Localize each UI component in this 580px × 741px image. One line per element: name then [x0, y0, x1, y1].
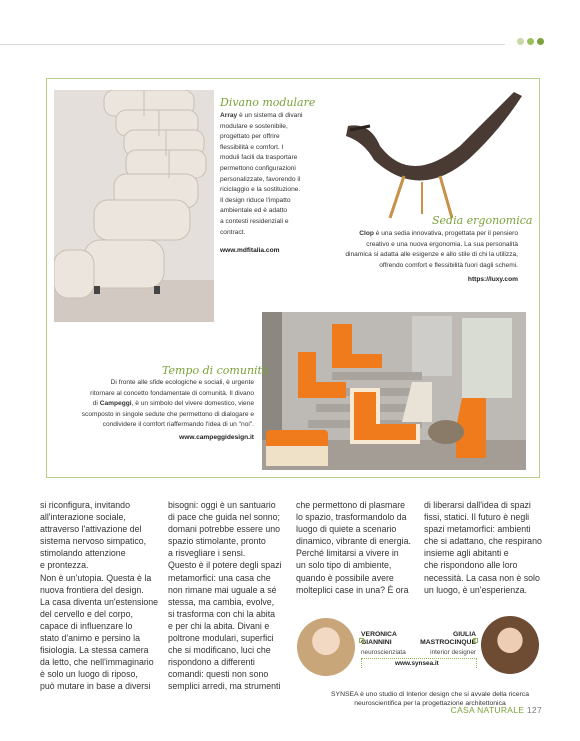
url-mdfitalia[interactable]: www.mdfitalia.com	[220, 247, 280, 254]
body-text-line: può mutare in base a diversi	[40, 681, 151, 692]
body-text-line: molteplici case in una? È ora	[296, 584, 409, 595]
body-text-line: si riconfigura, invitando	[40, 500, 130, 510]
caption-line: permettono configurazioni	[220, 164, 296, 172]
author-name-veronica	[361, 631, 397, 647]
caption-line: contract.	[220, 228, 246, 236]
avatar-veronica	[297, 618, 355, 676]
caption-line: Il design riduce l'impatto	[220, 196, 291, 204]
body-text-line: nuova frontiera del design.	[40, 584, 144, 595]
body-column-3	[296, 499, 421, 596]
body-text-line: Non è un'utopia. Questa è la	[40, 572, 152, 583]
caption-line: riciclaggio e la sostituzione.	[220, 186, 301, 194]
body-text-line: luogo di quiete a scenario	[296, 524, 397, 535]
author-card	[297, 616, 543, 688]
body-text-line: che si adattano, che respirano	[424, 536, 542, 547]
author-first-name: GIULIA	[452, 631, 476, 638]
body-text-line: capace di influenzare lo	[40, 620, 133, 631]
card-divider	[361, 658, 362, 668]
caption-line: , è un simbolo del vivere domestico, viene	[131, 400, 254, 408]
card-divider	[476, 658, 477, 668]
section-name: CASA NATURALE	[450, 705, 525, 715]
brand-array: Array	[220, 112, 238, 119]
body-text-line: poltrone modulari, superfici	[168, 633, 274, 644]
avatar-giulia	[481, 616, 539, 674]
author-role-veronica: neuroscienziata	[361, 649, 406, 656]
caption-line: ritornare al concetto fondamentale di comunità. Il divano	[90, 389, 254, 397]
synsea-desc-line: neuroscientifica per la progettazione architettonica	[354, 700, 506, 707]
caption-line: scomposto in singole sedute che permettono di dialogare e	[81, 410, 254, 418]
body-text-line: spazio stimolante, pronto	[168, 536, 266, 547]
corner-mark	[473, 638, 478, 643]
body-text-line: stato d'animo e persino la	[40, 633, 140, 644]
caption-title-campeggi: Tempo di comunità	[162, 364, 269, 377]
header-dot	[517, 38, 524, 45]
caption-title-clop: Sedia ergonomica	[432, 214, 533, 227]
body-text-line: che rispondono alle loro	[424, 560, 518, 571]
body-text-line: bisogni: oggi è un santuario	[168, 500, 276, 510]
page-folio	[451, 705, 542, 715]
author-last-name: MASTROCINQUE	[420, 639, 476, 646]
body-text-line: metamorfici: una casa che	[168, 572, 271, 583]
body-text-line: del cervello e del corpo,	[40, 608, 133, 619]
caption-line: moduli facili da trasportare	[220, 154, 298, 162]
brand-campeggi: Campeggi	[99, 400, 132, 408]
body-text-line: e per chi la abita. Divani e	[168, 620, 270, 631]
caption-line: modulare e sostenibile,	[220, 122, 288, 130]
body-text-line: fisiologia. La stessa camera	[40, 645, 149, 656]
body-text-line: dinamico, vibrante di energia.	[296, 536, 411, 547]
body-text-line: si trasforma con chi la abita	[168, 608, 276, 619]
caption-line: è un sistema di divani	[239, 112, 303, 119]
header-dot	[527, 38, 534, 45]
author-name-giulia	[407, 631, 476, 647]
body-text-line: all'interazione sociale,	[40, 512, 126, 523]
body-text-line: di liberarsi dall'idea di spazi	[424, 500, 531, 510]
body-text-line: stimolando attenzione	[40, 548, 126, 559]
body-text-line: insieme agli abitanti e	[424, 548, 509, 559]
body-column-4	[424, 499, 549, 596]
body-text-line: stessa, ma cambia, evolve,	[168, 596, 275, 607]
caption-title-array: Divano modulare	[220, 96, 316, 109]
caption-body-clop	[320, 229, 518, 271]
body-text-line: lo spazio, trasformandolo da	[296, 512, 407, 523]
author-last-name: GIANNINI	[361, 639, 392, 646]
body-text-line: spazi metamorfici: ambienti	[424, 524, 531, 535]
body-text-line: necessità. La casa non è solo	[424, 572, 540, 583]
header-dots	[517, 38, 544, 45]
body-text-line: rispondono a differenti	[168, 657, 255, 668]
body-text-line: non rimane mai uguale a sé	[168, 584, 277, 595]
caption-line: personalizzate, favorendo il	[220, 175, 301, 183]
caption-line: offrendo comfort e flessibilità fuori dagli schemi.	[379, 261, 518, 269]
body-text-line: attraverso l'attivazione del	[40, 524, 142, 535]
body-text-line: che si modificano, luci che	[168, 645, 271, 656]
card-divider	[361, 658, 477, 659]
body-column-1	[40, 499, 165, 693]
photo-community-seating	[262, 312, 526, 470]
body-text-line: da letto, che nell'immaginario	[40, 657, 154, 668]
author-role-giulia: interior designer	[430, 649, 476, 656]
body-text-line: La casa diventa un'estensione	[40, 596, 159, 607]
body-text-line: è solo un luogo di riposo,	[40, 669, 138, 680]
caption-line: dinamica si adatta alle esigenze e allo stile di chi la utilizza,	[345, 251, 518, 259]
body-text-line: un solo tipo di ambiente,	[296, 560, 392, 571]
page-number: 127	[526, 705, 542, 715]
caption-line: progettato per offrire	[220, 133, 280, 141]
body-text-line: semplici arredi, ma strumenti	[168, 681, 281, 692]
body-column-2	[168, 499, 293, 693]
caption-line: ambientale ed è adatto	[220, 207, 288, 215]
header-dot	[537, 38, 544, 45]
caption-line: flessibilità e comfort. I	[220, 143, 284, 151]
caption-line: creativo e una nuova ergonomia. La sua personalità	[366, 240, 518, 248]
body-text-line: comandi: questi non sono	[168, 669, 269, 680]
body-text-line: Perché limitarsi a vivere in	[296, 548, 399, 559]
brand-clop: Clop	[359, 230, 374, 237]
caption-body-array	[220, 111, 330, 238]
url-campeggi[interactable]: www.campeggidesign.it	[179, 434, 254, 441]
body-text-line: fissi, statici. Il futuro è negli	[424, 512, 530, 523]
body-text-line: un luogo, è un'esperienza.	[424, 584, 527, 595]
author-first-name: VERONICA	[361, 631, 397, 638]
body-text-line: e prontezza.	[40, 560, 89, 571]
body-text-line: sistema nervoso simpatico,	[40, 536, 147, 547]
header-rule	[0, 44, 505, 45]
photo-modular-sofa	[54, 90, 214, 322]
caption-line: a contesti residenziali e	[220, 217, 289, 225]
caption-line: condividere il comfort riaffermando l'idea di un "noi".	[102, 421, 254, 429]
body-text-line: domani potrebbe essere uno	[168, 524, 280, 535]
photo-ergonomic-chair	[340, 86, 526, 226]
caption-body-campeggi	[56, 378, 254, 431]
corner-mark	[359, 638, 364, 643]
url-synsea[interactable]: www.synsea.it	[395, 660, 439, 667]
body-text-line: di pace che guida nel sonno;	[168, 512, 281, 523]
caption-line: Di fronte alle sfide ecologiche e sociali, è urgente	[110, 379, 254, 386]
url-luxy[interactable]: https://luxy.com	[467, 276, 518, 283]
caption-line: è una sedia innovativa, progettata per il pensiero	[375, 230, 518, 237]
body-text-line: quando è possibile avere	[296, 572, 394, 583]
synsea-desc-line: SYNSEA è uno studio di Interior design che si avvale della ricerca	[331, 691, 529, 698]
body-text-line: Questo è il potere degli spazi	[168, 560, 282, 571]
caption-line: di	[92, 400, 98, 408]
body-text-line: che permettono di plasmare	[296, 500, 406, 510]
body-text-line: a risvegliare i sensi.	[168, 548, 246, 559]
